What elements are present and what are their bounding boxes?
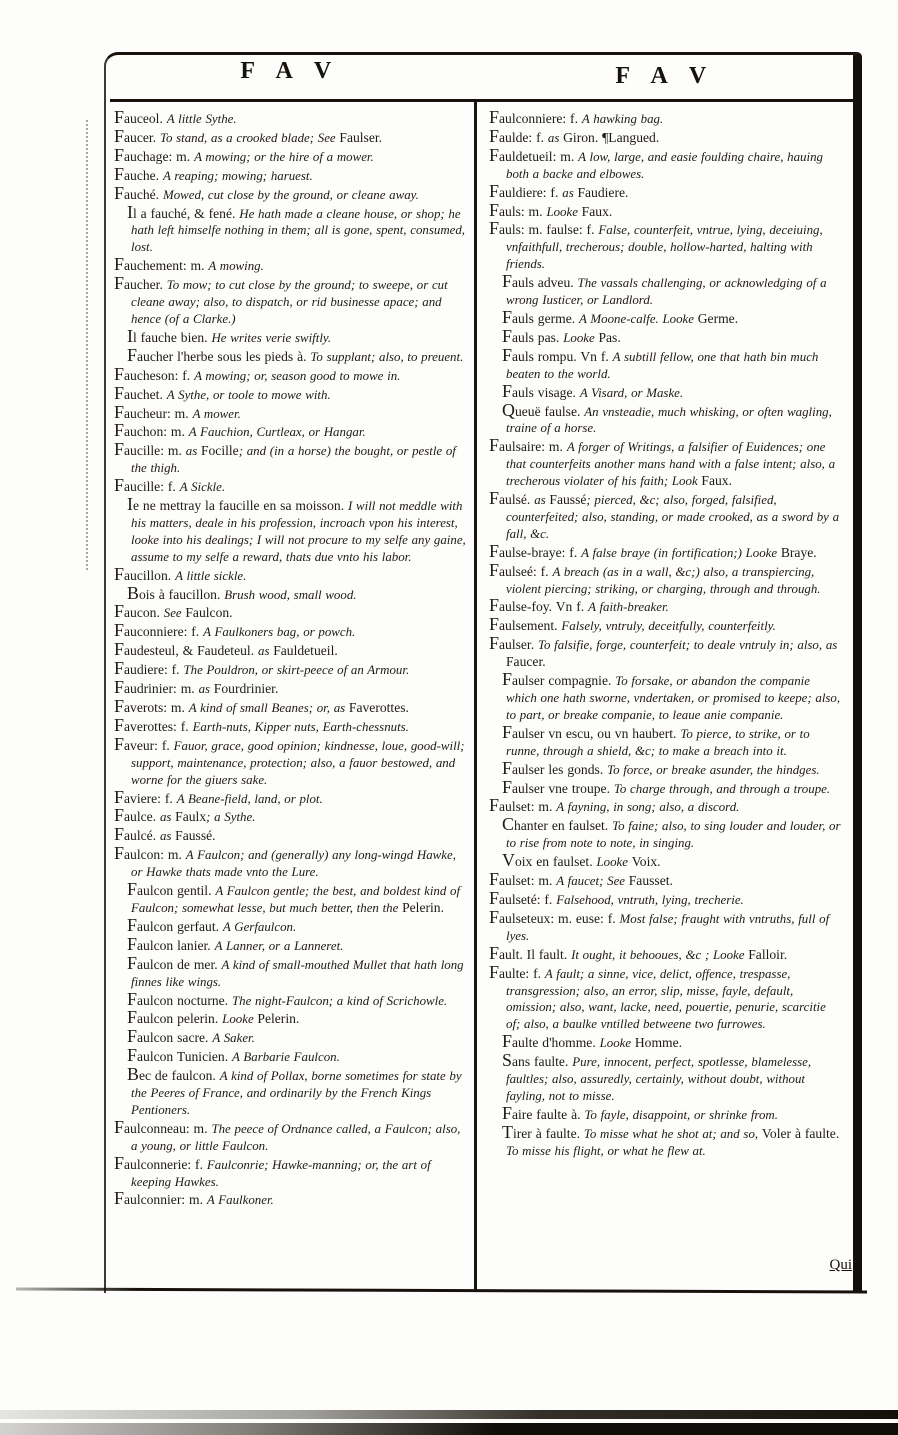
entry-text: To forsake, or abandon the companie which one hath sworne, vndertaken, or promised to keepe; also, to part, or breake companie, to leaue anie companie. [506,674,841,722]
dictionary-entry [114,382,466,404]
entry-text: To faine; also, to sing louder and louder, or to rise from note to note, in singing. [506,819,841,851]
entry-text: A Lanner, or a Lanneret. [214,938,344,953]
dictionary-entry [114,881,466,917]
entry-text: A kind of Pollax, borne sometimes for state by the Peeres of France, and ordinarily by the French Kings Pentioners. [131,1069,462,1117]
entry-text: Most false; fraught with vntruths, full of lyes. [506,911,830,943]
entry-text: To stand, as a crooked blade; See [159,130,340,145]
entry-headword: Voix en faulset. [502,850,597,871]
dictionary-entry [114,163,466,185]
entry-headword: Faulconnier: m. [114,1188,207,1209]
entry-headword: Faulsement. [489,614,562,635]
entry-headword: Faucher. [114,273,167,294]
entry-text: Pelerin. [402,899,444,915]
running-head-right: F A V [615,63,715,89]
entry-headword: Faulconnerie: f. [114,1152,207,1173]
entry-text: A mower. [192,406,241,421]
entry-text: Homme. [634,1035,683,1051]
entry-text: as [562,185,578,200]
entry-headword: Faucer. [114,125,160,146]
entry-text: A Faulkoners bag, or powch. [203,625,356,640]
entry-text: A Sickle. [179,480,226,495]
entry-text: Faulcon. [185,605,233,621]
dictionary-entry [489,490,841,543]
dictionary-entry [114,125,466,147]
entry-text: To misse his flight, or what he flew at. [506,1143,706,1158]
entry-text: A Visard, or Maske. [579,385,684,400]
entry-headword: Faulconneau: m. [114,1116,212,1137]
entry-text: It ought, it behooues, &c ; Looke [571,947,749,962]
entry-headword: Fauls: m. [489,199,547,220]
entry-text: Looke [222,1012,258,1027]
entry-headword: Faulsaire: m. [489,435,567,456]
entry-text: A false braye (in fortification;) Looke [581,545,781,560]
entry-text: A hawking bag. [581,112,664,126]
dictionary-entry [114,933,466,955]
scan-artifact-bottom-edge [0,1423,898,1435]
dictionary-entry [114,109,466,128]
dictionary-entry [489,109,841,128]
dictionary-entry [489,1033,841,1052]
entry-headword: Faulseteux: m. euse: f. [489,906,620,927]
entry-headword: Bois à faucillon. [127,582,225,603]
dictionary-entry [489,344,841,383]
entry-headword: Sans faulte. [502,1050,573,1071]
entry-text: A Faulkoner. [206,1193,274,1208]
dictionary-entry [489,180,841,202]
dictionary-entry [114,1009,466,1028]
entry-headword: Faucille: m. [114,439,186,460]
dictionary-entry [489,816,841,852]
entry-text: A Saker. [212,1031,255,1046]
dictionary-entry [489,273,841,309]
entry-headword: Fauldiere: f. [489,180,563,201]
entry-headword: Faulcon pelerin. [127,1007,223,1028]
entry-headword: Chanter en faulset. [502,814,613,835]
entry-headword: Fauls: m. faulse: f. [489,218,599,239]
entry-headword: Faulce. [114,805,160,826]
dictionary-entry [114,660,466,679]
dictionary-entry [489,616,841,635]
entry-text: Brush wood, small wood. [224,587,357,602]
entry-headword: Faulse-braye: f. [489,540,582,561]
entry-text: To force, or breake asunder, the hindges. [607,762,820,777]
entry-text: as [258,644,274,659]
entry-text: A Faulcon gentle; the best, and boldest kind of Faulcon; somewhat lesse, but much better, then the [131,884,461,915]
entry-headword: Fauceol. [114,109,167,127]
entry-text: A breach (as in a wall, &c;) also, a transpiercing, violent piercing; striking, or charging, through and through. [506,564,821,596]
entry-text: Faulser. [339,129,383,145]
entry-headword: Faulcé. [114,824,160,845]
entry-headword: Fauchement: m. [114,254,209,275]
entry-headword: Fauls pas. [502,325,564,346]
entry-headword: Faulsé. [489,488,535,509]
entry-text: Pelerin. [257,1011,300,1027]
entry-headword: Queuë faulse. [502,399,585,420]
entry-headword: Faulcon nocturne. [127,988,232,1009]
dictionary-entry [114,1066,466,1119]
entry-text: The night-Faulcon; a kind of Scrichowle. [231,993,448,1008]
entry-headword: Faudesteul, & Faudeteul. [114,639,258,660]
entry-headword: Faulcon de mer. [127,952,222,973]
entry-headword: Faucheur: m. [114,401,193,422]
entry-text: Faucer. [506,654,546,670]
dictionary-entry [114,422,466,441]
entry-text: Falsely, vntruly, deceitfully, counterfeitly. [561,619,776,634]
dictionary-entry [489,437,841,490]
entry-text: A faucet; See [556,874,629,889]
entry-headword: Faucillon. [114,563,176,584]
entry-text: as [159,829,176,844]
dictionary-entry [114,622,466,641]
dictionary-entry [114,786,466,808]
entry-text: A faith-breaker. [588,600,669,615]
entry-headword: Faudiere: f. [114,658,184,679]
dictionary-entry [114,325,466,347]
dictionary-entry [489,125,841,147]
catchword: Qui [829,1257,852,1273]
entry-text: Fauor, grace, good opinion; kindnesse, loue, good-will; support, maintenance, protection; also, a fauor bestowed, and worne for the giuers sake. [131,738,465,787]
dictionary-entry [114,144,466,166]
dictionary-entry [114,582,466,604]
entry-headword: Faulser vn escu, ou vn haubert. [502,721,681,742]
dictionary-entry [489,144,841,183]
entry-text: A Sythe, or toole to mowe with. [166,387,331,402]
entry-headword: Faucheson: f. [114,363,195,384]
dictionary-entry [489,852,841,871]
dictionary-entry [114,496,466,566]
dictionary-entry [114,441,466,477]
dictionary-entry [114,401,466,423]
dictionary-entry [489,325,841,347]
entry-text: A Beane-field, land, or plot. [176,791,323,806]
entry-text: A reaping; mowing; haruest. [162,168,313,183]
dictionary-entry [489,220,841,273]
dictionary-entry [114,733,466,789]
entry-text: Voix. [631,854,661,870]
entry-text: as [159,810,176,825]
dictionary-entry [489,776,841,798]
entry-text: Faux. [581,203,613,219]
entry-text: Pas. [598,329,621,345]
entry-headword: Faulcon gerfaut. [127,914,223,935]
entry-headword: Fauls visage. [502,380,580,401]
entry-headword: Faulset: m. [489,795,557,816]
dictionary-entry [114,988,466,1010]
dictionary-entry [489,597,841,616]
entry-text: A Moone-calfe. Looke [579,311,698,326]
entry-text: See [163,606,186,621]
dictionary-entry [114,256,466,275]
entry-text: A little Sythe. [166,112,237,126]
dictionary-entry [114,201,466,257]
entry-headword: Faulde: f. [489,125,548,146]
entry-text: A Gerfaulcon. [222,919,297,934]
dictionary-entry [489,1102,841,1124]
dictionary-entry [489,671,841,724]
entry-headword: Il a fauché, & fené. [127,201,240,222]
dictionary-entry [489,797,841,816]
entry-text: A mowing. [208,259,264,274]
dictionary-entry [489,721,841,760]
dictionary-entry [489,540,841,562]
entry-text: Voler à faulte. [761,1125,840,1141]
entry-headword: Fauché. [114,182,163,203]
dictionary-entry [489,887,841,909]
entry-headword: Fauchet. [114,382,167,403]
entry-text: To pierce, to strike, or to runne, through a shield, &c; to make a breach into it. [506,726,810,758]
entry-text: A subtill fellow, one that hath bin much beaten to the world. [506,349,819,381]
dictionary-entry [114,1047,466,1066]
entry-text: The vassals challenging, or acknowledging of a wrong Iusticer, or Landlord. [506,276,827,308]
entry-text: To supplant; also, to preuent. [310,349,464,364]
entry-text: A Fauchion, Curtleax, or Hangar. [188,425,366,440]
entry-text: A mowing; or, season good to mowe in. [194,368,401,383]
entry-headword: Faulseté: f. [489,887,557,908]
entry-text: To misse what he shot at; and so, [583,1126,762,1141]
entry-text: Fausset. [628,873,673,889]
entry-headword: Faulser. [489,633,538,654]
dictionary-entry [114,914,466,936]
entry-headword: Faire faulte à. [502,1102,585,1123]
dictionary-entry [489,199,841,221]
entry-text: Falloir. [748,946,788,962]
entry-headword: Faulser compagnie. [502,669,616,690]
dictionary-entry [114,714,466,736]
entry-headword: Faverottes: f. [114,714,193,735]
dictionary-entry [114,344,466,366]
entry-text: Germe. [697,310,739,326]
entry-text: Fauldetueil. [273,643,338,659]
dictionary-entry [114,363,466,385]
entry-text: Braye. [780,544,817,560]
entry-text: To fayle, disappoint, or shrinke from. [584,1107,778,1122]
dictionary-entry [489,306,841,328]
entry-text: To falsifie, forge, counterfeit; to deale vntruly in; also, as [538,638,838,653]
scan-artifact-left-margin [86,120,88,570]
entry-text: The peece of Ordnance called, a Faulcon; also, a young, or little Faulcon. [131,1121,461,1153]
entry-text: Faverottes. [348,700,409,715]
entry-headword: Faulcon gentil. [127,879,216,900]
entry-text: A forger of Writings, a falsifier of Euidences; one that counterfeits another mans hand with a false intent; also, a trecherous violater of his faith; Look [506,440,836,489]
entry-text: A fault; a sinne, vice, delict, offence, trespasse, transgression; also, an error, slip, misse, fayle, default, omission; also, want, lacke, need, pouertie, penurie, scarcitie of; also, a baulke vntilled betweene two furrowes. [506,966,826,1032]
entry-headword: Faucille: f. [114,475,180,496]
entry-headword: Faudrinier: m. [114,677,199,698]
entry-text: Faudiere. [577,184,629,200]
entry-text: He hath made a cleane house, or shop; he hath left himselfe nothing in them; all is gone, spent, consumed, lost. [131,206,466,255]
entry-headword: Faviere: f. [114,786,177,807]
entry-text: I will not meddle with his matters, deale in his profession, incroach vpon his interest, looke into his dealings; I will not procure to my selfe any gaine, assume to my selfe a reward, thats due vnto his labor. [131,499,466,564]
entry-headword: Faulser vne troupe. [502,776,614,797]
header-rule [110,99,854,102]
dictionary-entry [489,1121,841,1160]
entry-headword: Faulcon lanier. [127,933,215,954]
dictionary-entry [114,1152,466,1191]
entry-text: Falsehood, vntruth, lying, trecherie. [556,892,744,907]
entry-text: as [534,493,550,508]
dictionary-entry [114,1116,466,1155]
column-left [114,109,466,1285]
entry-headword: Faulcon: m. [114,843,186,864]
dictionary-entry [489,757,841,779]
entry-headword: Fauls rompu. Vn f. [502,344,613,365]
column-right [489,109,841,1285]
entry-headword: Faulte d'homme. [502,1031,600,1052]
entry-headword: Fauconniere: f. [114,620,204,641]
dictionary-entry [114,826,466,845]
dictionary-entry [489,942,841,964]
entry-text: Focille [200,443,239,459]
entry-text: ; pierced, &c; also, forged, falsified, counterfeited; also, standing, or made crooked, as a sword by a fall, &c. [506,493,840,541]
entry-text: Faussé [549,492,587,508]
entry-text: Faussé. [175,828,216,844]
entry-headword: Tirer à faulte. [502,1121,584,1142]
entry-headword: Fault. Il fault. [489,942,572,963]
entry-text: Fourdrinier. [213,681,279,697]
dictionary-entry [489,906,841,945]
dictionary-entry [114,275,466,328]
entry-headword: Faulconniere: f. [489,109,582,127]
scan-artifact-bottom-edge [0,1410,898,1419]
entry-headword: Fauldetueil: m. [489,144,579,165]
entry-headword: Fauls germe. [502,306,580,327]
entry-headword: Fauche. [114,163,163,184]
dictionary-entry [489,1052,841,1105]
dictionary-entry [114,952,466,991]
entry-headword: Faveur: f. [114,733,174,754]
entry-text: A mowing; or the hire of a mower. [194,149,374,164]
entry-headword: Faulcon Tunicien. [127,1045,233,1066]
entry-text: To charge through, and through a troupe. [613,781,831,796]
dictionary-entry [489,380,841,402]
entry-text: Mowed, cut close by the ground, or cleane away. [162,187,419,202]
dictionary-entry [114,1190,466,1209]
dictionary-entry [114,807,466,826]
entry-text: Faulconrie; Hawke-manning; or, the art of keeping Hawkes. [131,1157,431,1189]
entry-headword: Faucon. [114,601,164,622]
entry-text: Looke [546,204,582,219]
entry-headword: Fauls adveu. [502,271,578,292]
entry-headword: Faulte: f. [489,961,545,982]
entry-text: A kind of small-mouthed Mullet that hath long finnes like wings. [131,957,464,989]
entry-text: False, counterfeit, vntrue, lying, deceiuing, vnfaithfull, trecherous; double, hollow-harted, halting with friends. [506,223,823,272]
entry-text: Earth-nuts, Kipper nuts, Earth-chessnuts. [192,719,409,734]
running-head-left: F A V [240,58,340,84]
dictionary-entry [114,641,466,660]
dictionary-entry [489,871,841,890]
entry-text: Looke [596,855,632,870]
dictionary-entry [114,679,466,698]
entry-text: as [198,682,214,697]
dictionary-entry [489,399,841,438]
entry-headword: Faulser les gonds. [502,757,608,778]
dictionary-entry [114,698,466,717]
entry-text: A Barbarie Faulcon. [232,1050,340,1065]
column-divider [474,101,477,1291]
entry-text: Giron. ¶Langued. [563,129,660,145]
dictionary-entry [114,1028,466,1047]
entry-text: as [547,130,564,145]
entry-headword: Faulcon sacre. [127,1026,213,1047]
entry-headword: Faucher l'herbe sous les pieds à. [127,344,311,365]
entry-text: A low, large, and easie foulding chaire, hauing both a backe and elbowes. [506,149,823,181]
entry-text: He writes verie swiftly. [211,330,332,345]
entry-text: A Faulcon; and (generally) any long-wingd Hawke, or Hawke thats made vnto the Lure. [131,848,456,880]
entry-text: A kind of small Beanes; or, as [188,701,349,715]
entry-text: The Pouldron, or skirt-peece of an Armour. [183,663,410,678]
entry-text: Faulx [175,809,207,825]
entry-text: ; and (in a horse) the bought, or pestle of the thigh. [131,444,456,476]
dictionary-entry [489,635,841,671]
entry-headword: Faulse-foy. Vn f. [489,595,589,616]
entry-headword: Il fauche bien. [127,325,212,346]
entry-text: Faux. [701,473,732,489]
entry-headword: Faverots: m. [114,696,189,716]
dictionary-entry [114,603,466,622]
entry-text: Looke [599,1036,635,1051]
entry-headword: Bec de faulcon. [127,1064,220,1085]
entry-text: A fayning, in song; also, a discord. [556,800,740,815]
dictionary-entry [114,563,466,585]
dictionary-entry [114,182,466,204]
dictionary-entry [489,559,841,598]
entry-text: Looke [563,330,599,345]
dictionary-entry [489,961,841,1034]
entry-text: To mow; to cut close by the ground; to sweepe, or cut cleane away; also, to dispatch, or rid businesse apace; and hence (of a Clarke.) [131,278,448,326]
entry-text: Pure, innocent, perfect, spotlesse, blamelesse, faultles; also, assuredly, certainly, without doubt, without fayling, not to misse. [506,1055,812,1103]
entry-headword: Fauchon: m. [114,420,189,441]
entry-text: A little sickle. [175,568,247,583]
entry-headword: Faulset: m. [489,869,557,890]
entry-headword: Fauchage: m. [114,144,195,165]
entry-text: as [185,444,201,459]
entry-text: An vnsteadie, much whisking, or often wagling, traine of a horse. [506,404,832,436]
dictionary-entry [114,845,466,881]
entry-headword: Ie ne mettray la faucille en sa moisson. [127,494,348,515]
entry-text: ; a Sythe. [206,810,256,825]
entry-headword: Faulseé: f. [489,559,553,580]
dictionary-entry [114,477,466,496]
